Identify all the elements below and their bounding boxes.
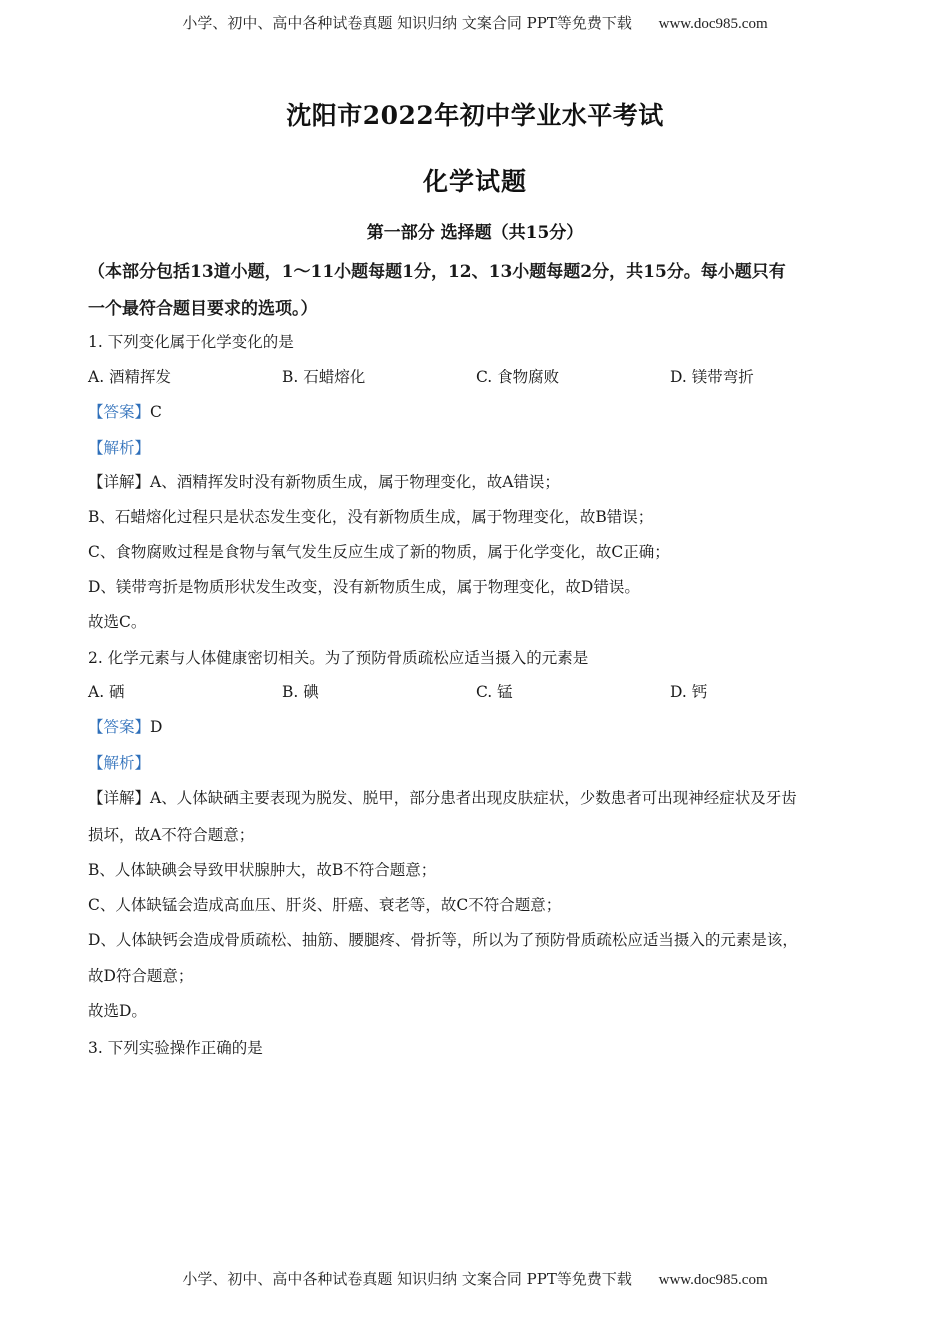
q2-detail-line: 损坏，故A不符合题意； bbox=[88, 826, 255, 844]
q2-detail-line: D、人体缺钙会造成骨质疏松、抽筋、腰腿疼、骨折等，所以为了预防骨质疏松应适当摄入的元素是该， bbox=[88, 931, 798, 949]
q1-answer-value: C bbox=[150, 403, 162, 421]
q2-detail-line: C、人体缺锰会造成高血压、肝炎、肝癌、衰老等，故C不符合题意； bbox=[88, 896, 562, 914]
page-footer bbox=[0, 1268, 950, 1289]
section-instruction-line2: 一个最符合题目要求的选项。） bbox=[88, 299, 318, 319]
header-text: 小学、初中、高中各种试卷真题 知识归纳 文案合同 PPT等免费下载 bbox=[182, 14, 632, 32]
section-instruction-line1: （本部分包括13道小题，1～11小题每题1分，12、13小题每题2分，共15分。每小题只有 bbox=[88, 262, 786, 282]
page-header bbox=[0, 12, 950, 33]
q1-option-c: C. 食物腐败 bbox=[476, 368, 560, 386]
q1-detail-line: B、石蜡熔化过程只是状态发生变化，没有新物质生成，属于物理变化，故B错误； bbox=[88, 508, 654, 526]
q2-option-a: A. 硒 bbox=[88, 683, 125, 701]
exam-title: 沈阳市2022年初中学业水平考试 bbox=[286, 101, 664, 130]
q2-detail-line: B、人体缺碘会导致甲状腺肿大，故B不符合题意； bbox=[88, 861, 437, 879]
q1-detail-line: D、镁带弯折是物质形状发生改变，没有新物质生成，属于物理变化，故D错误。 bbox=[88, 578, 640, 596]
q2-stem: 2. 化学元素与人体健康密切相关。为了预防骨质疏松应适当摄入的元素是 bbox=[88, 649, 589, 667]
q2-analysis-tag: 【解析】 bbox=[88, 754, 151, 772]
q2-option-c: C. 锰 bbox=[476, 683, 513, 701]
q3-stem: 3. 下列实验操作正确的是 bbox=[88, 1039, 263, 1057]
q1-answer-tag: 【答案】 bbox=[88, 403, 151, 421]
q2-option-d: D. 钙 bbox=[670, 683, 708, 701]
q1-option-d: D. 镁带弯折 bbox=[670, 368, 754, 386]
q1-option-b: B. 石蜡熔化 bbox=[282, 368, 366, 386]
q1-conclusion: 故选C。 bbox=[88, 613, 147, 631]
q1-stem: 1. 下列变化属于化学变化的是 bbox=[88, 333, 294, 351]
q2-answer bbox=[88, 715, 162, 737]
q1-analysis-tag: 【解析】 bbox=[88, 439, 151, 457]
q2-detail-line: 故D符合题意； bbox=[88, 967, 194, 985]
q1-detail-line: C、食物腐败过程是食物与氧气发生反应生成了新的物质，属于化学变化，故C正确； bbox=[88, 543, 670, 561]
q2-answer-value: D bbox=[150, 718, 163, 736]
q2-answer-tag: 【答案】 bbox=[88, 718, 151, 736]
exam-subtitle: 化学试题 bbox=[422, 167, 527, 196]
footer-text: 小学、初中、高中各种试卷真题 知识归纳 文案合同 PPT等免费下载 bbox=[182, 1270, 632, 1288]
q2-detail-line: 【详解】A、人体缺硒主要表现为脱发、脱甲，部分患者出现皮肤症状，少数患者可出现神经症状及牙齿 bbox=[88, 789, 797, 807]
footer-site-link[interactable]: www.doc985.com bbox=[658, 1272, 768, 1288]
header-site-link[interactable]: www.doc985.com bbox=[658, 16, 768, 32]
q2-conclusion: 故选D。 bbox=[88, 1002, 147, 1020]
q2-option-b: B. 碘 bbox=[282, 683, 319, 701]
section-title: 第一部分 选择题（共15分） bbox=[366, 223, 584, 243]
q1-option-a: A. 酒精挥发 bbox=[88, 368, 172, 386]
q1-detail-line: 【详解】A、酒精挥发时没有新物质生成，属于物理变化，故A错误； bbox=[88, 473, 560, 491]
q1-answer bbox=[88, 400, 162, 422]
